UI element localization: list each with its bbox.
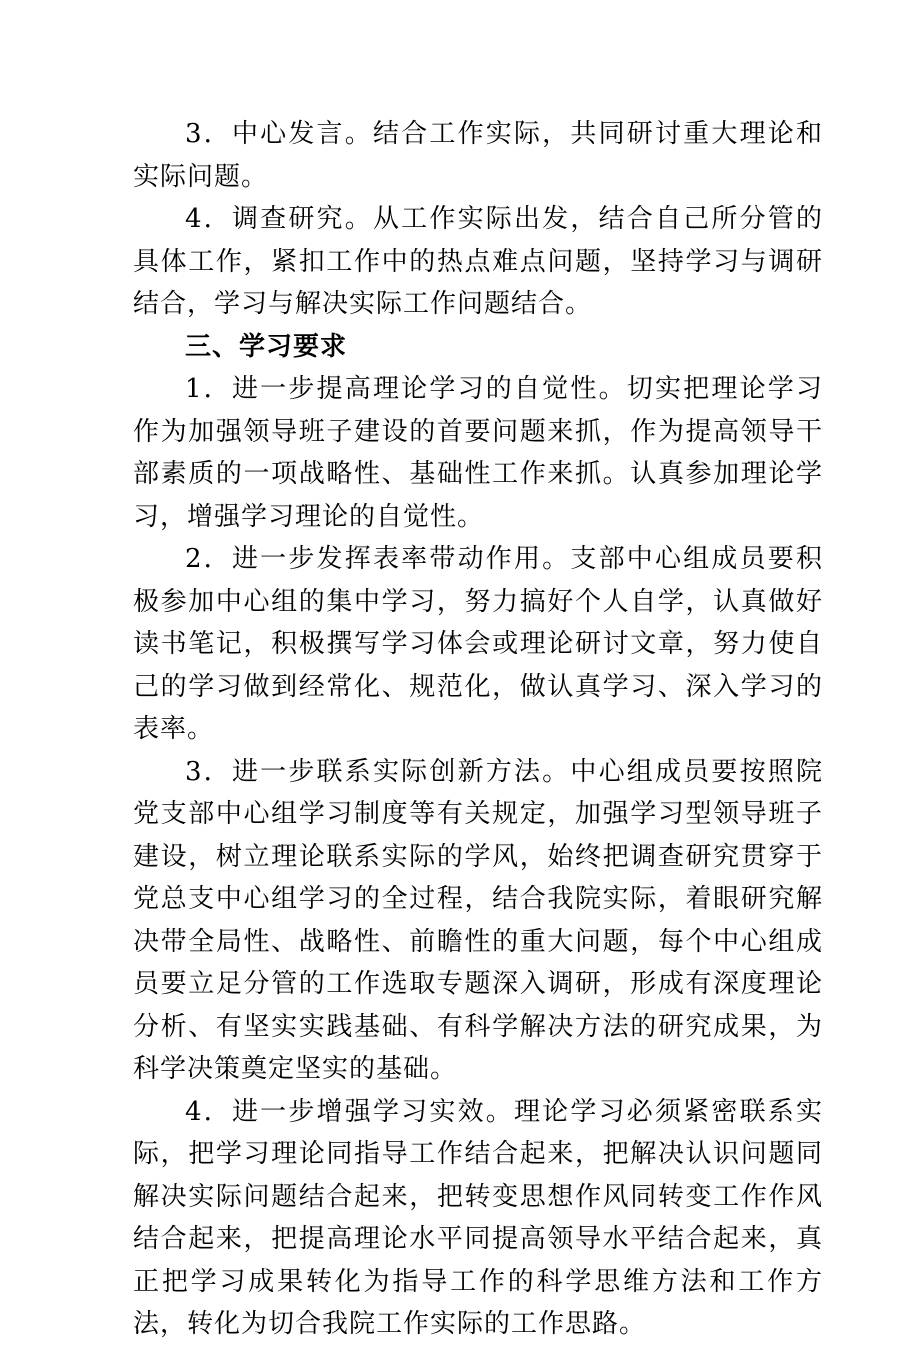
section-heading-study-requirements: 三、学习要求: [185, 331, 348, 362]
paragraph-requirement-3: 3．进一步联系实际创新方法。中心组成员要按照院党支部中心组学习制度等有关规定，加强学习型领导班子建设，树立理论联系实际的学风，始终把调查研究贯穿于党总支中心组学习的全过程，结合我院实际，着眼研究解决带全局性、战略性、前瞻性的重大问题，每个中心组成员要立足分管的工作选取专题深入调研，形成有深度理论分析、有坚实实践基础、有科学解决方法的研究成果，为科学决策奠定坚实的基础。: [133, 756, 823, 1084]
paragraph-investigation-research: 4．调查研究。从工作实际出发，结合自己所分管的具体工作，紧扣工作中的热点难点问题，坚持学习与调研结合，学习与解决实际工作问题结合。: [133, 204, 823, 319]
paragraph-requirement-2: 2．进一步发挥表率带动作用。支部中心组成员要积极参加中心组的集中学习，努力搞好个人自学，认真做好读书笔记，积极撰写学习体会或理论研讨文章，努力使自己的学习做到经常化、规范化，做认真学习、深入学习的表率。: [133, 544, 823, 744]
paragraph-requirement-4: 4．进一步增强学习实效。理论学习必须紧密联系实际，把学习理论同指导工作结合起来，把解决认识问题同解决实际问题结合起来，把转变思想作风同转变工作作风结合起来，把提高理论水平同提高领导水平结合起来，真正把学习成果转化为指导工作的科学思维方法和工作方法，转化为切合我院工作实际的工作思路。: [133, 1096, 823, 1339]
paragraph-requirement-1: 1．进一步提高理论学习的自觉性。切实把理论学习作为加强领导班子建设的首要问题来抓，作为提高领导干部素质的一项战略性、基础性工作来抓。认真参加理论学习，增强学习理论的自觉性。: [133, 374, 823, 532]
paragraph-central-speech: 3．中心发言。结合工作实际，共同研讨重大理论和实际问题。: [133, 119, 823, 192]
document-body: [133, 113, 823, 1346]
